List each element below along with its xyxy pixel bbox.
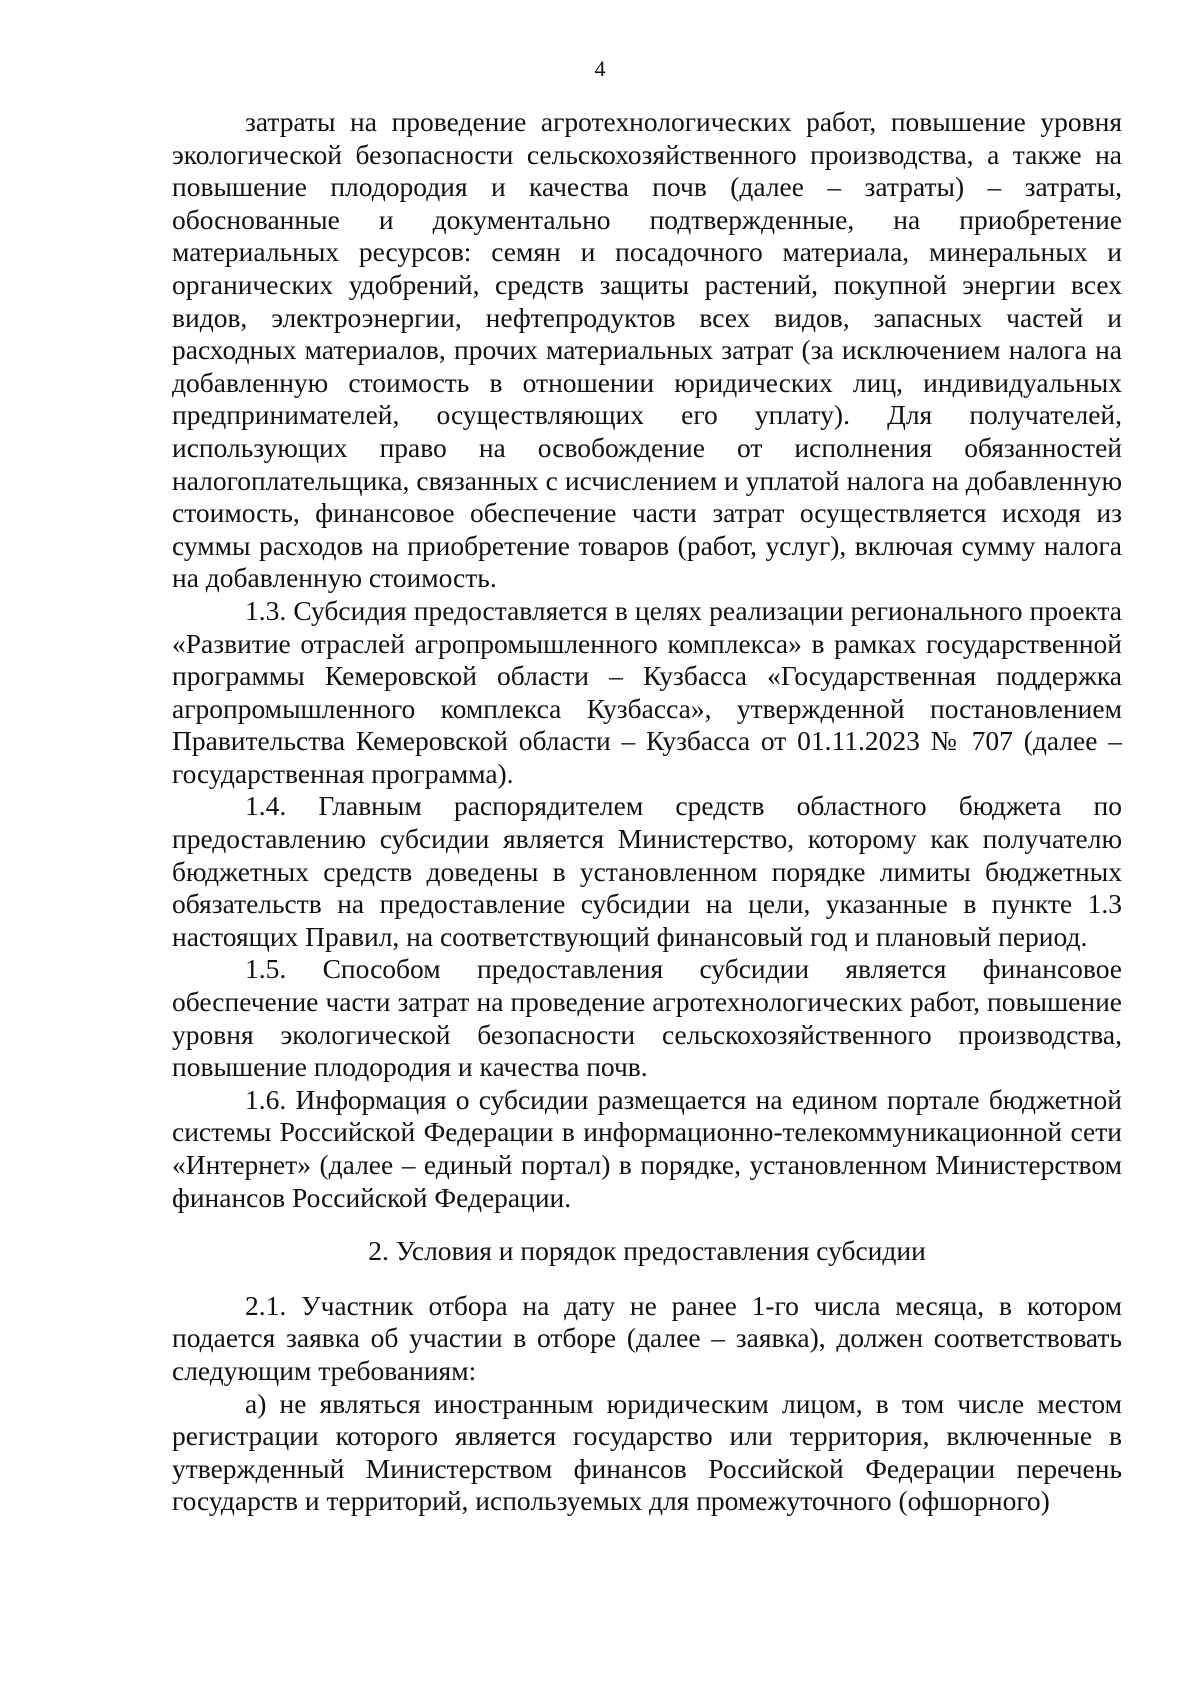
page-number: 4 xyxy=(594,56,606,81)
paragraph-2-1: 2.1. Участник отбора на дату не ранее 1-го числа месяца, в котором подается заявка об участии в отборе (далее – заявка), должен соответствовать следующим требованиям: xyxy=(172,1289,1122,1386)
paragraph-1-5: 1.5. Способом предоставления субсидии является финансовое обеспечение части затрат на проведение агротехнологических работ, повышение уровня экологической безопасности сельскохозяйственного производства, повышение плодородия и качества почв. xyxy=(172,953,1122,1083)
paragraph-costs-definition: затраты на проведение агротехнологических работ, повышение уровня экологической безопасности сельскохозяйственного производства, а также на повышение плодородия и качества почв (далее – затраты) – затраты, обоснованные и документально подтвержденные, на приобретение материальных ресурсов: семян и посадочного материала, минеральных и органических удобрений, средств защиты растений, покупной энергии всех видов, электроэнергии, нефтепродуктов всех видов, запасных частей и расходных материалов, прочих материальных затрат (за исключением налога на добавленную стоимость в отношении юридических лиц, индивидуальных предпринимателей, осуществляющих его уплату). Для получателей, использующих право на освобождение от исполнения обязанностей налогоплательщика, связанных с исчислением и уплатой налога на добавленную стоимость, финансовое обеспечение части затрат осуществляется исходя из суммы расходов на приобретение товаров (работ, услуг), включая сумму налога на добавленную стоимость. xyxy=(172,106,1122,594)
paragraph-1-6: 1.6. Информация о субсидии размещается на едином портале бюджетной системы Российской Федерации в информационно-телекоммуникационной сети «Интернет» (далее – единый портал) в порядке, установленном Министерством финансов Российской Федерации. xyxy=(172,1083,1122,1213)
paragraph-2-1-a: а) не являться иностранным юридическим лицом, в том числе местом регистрации которого является государство или территория, включенные в утвержденный Министерством финансов Российской Федерации перечень государств и территорий, используемых для промежуточного (офшорного) xyxy=(172,1387,1122,1517)
document-body xyxy=(172,106,1122,1518)
section-heading: 2. Условия и порядок предоставления субсидии xyxy=(368,1235,926,1267)
paragraph-1-3: 1.3. Субсидия предоставляется в целях реализации регионального проекта «Развитие отраслей агропромышленного комплекса» в рамках государственной программы Кемеровской области – Кузбасса «Государственная поддержка агропромышленного комплекса Кузбасса», утвержденной постановлением Правительства Кемеровской области – Кузбасса от 01.11.2023 № 707 (далее – государственная программа). xyxy=(172,594,1122,789)
paragraph-1-4: 1.4. Главным распорядителем средств областного бюджета по предоставлению субсидии является Министерство, которому как получателю бюджетных средств доведены в установленном порядке лимиты бюджетных обязательств на предоставление субсидии на цели, указанные в пункте 1.3 настоящих Правил, на соответствующий финансовый год и плановый период. xyxy=(172,790,1122,952)
